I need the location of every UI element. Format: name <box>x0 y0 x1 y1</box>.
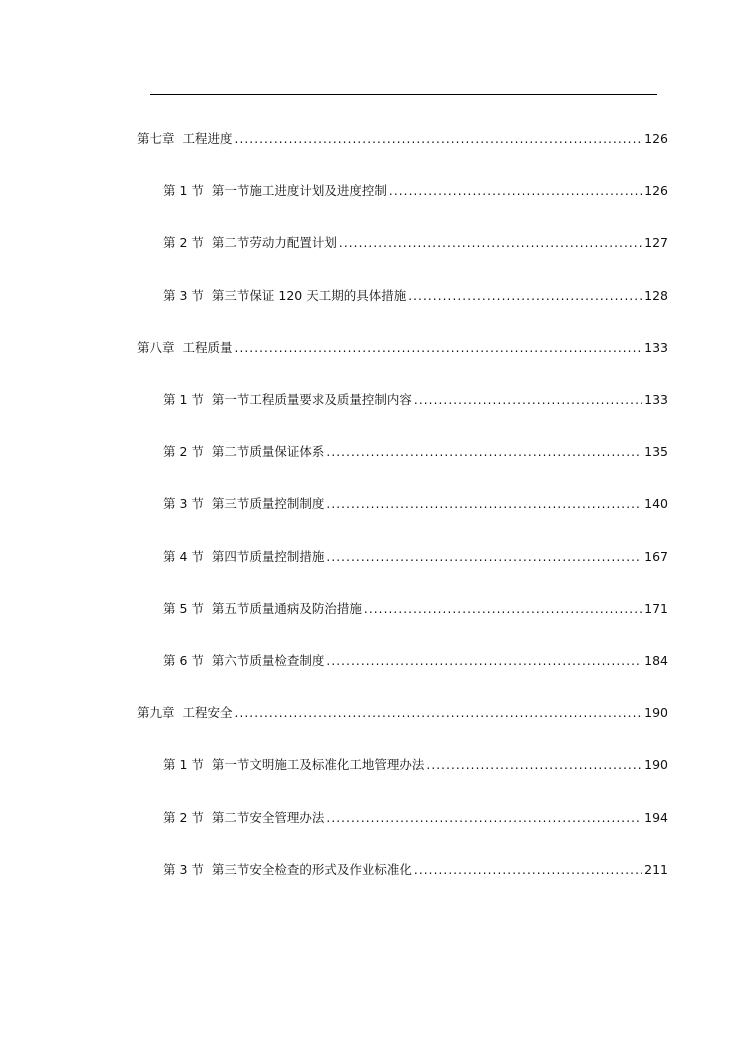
toc-page-number: 190 <box>644 757 668 773</box>
toc-page-number: 135 <box>644 444 668 460</box>
toc-entry-label: 第 3 节 <box>163 861 204 877</box>
toc-entry-title: 第一节工程质量要求及质量控制内容 <box>211 392 412 407</box>
toc-entry-label: 第 5 节 <box>163 600 204 616</box>
toc-section-entry[interactable] <box>163 753 668 777</box>
toc-entry-title: 工程质量 <box>182 339 233 355</box>
toc-entry-heading <box>163 545 324 569</box>
dot-leader <box>326 545 642 569</box>
toc-entry-heading <box>163 440 324 464</box>
toc-section-entry[interactable] <box>163 492 668 516</box>
dot-leader <box>408 284 642 308</box>
toc-entry-heading <box>137 127 233 151</box>
dot-leader <box>326 806 642 830</box>
dot-leader <box>364 597 642 621</box>
toc-entry-title: 工程进度 <box>182 131 233 146</box>
toc-entry-title: 第三节质量控制制度 <box>211 496 325 512</box>
toc-section-entry[interactable] <box>163 388 668 412</box>
toc-page-number: 133 <box>644 392 668 407</box>
dot-leader <box>426 753 642 777</box>
toc-entry-label: 第 1 节 <box>163 392 204 407</box>
toc-section-entry[interactable] <box>163 858 668 882</box>
dot-leader <box>389 179 642 203</box>
toc-page-number: 140 <box>644 496 668 512</box>
toc-entry-heading <box>163 858 412 882</box>
dot-leader <box>414 858 642 882</box>
toc-section-entry[interactable] <box>163 649 668 673</box>
toc-entry-label: 第 6 节 <box>163 653 204 668</box>
toc-page-number: 126 <box>644 131 668 146</box>
toc-entry-heading <box>163 753 424 777</box>
toc-entry-title: 第二节劳动力配置计划 <box>211 235 337 251</box>
toc-entry-label: 第 4 节 <box>163 548 204 564</box>
toc-chapter-entry[interactable] <box>137 701 668 725</box>
toc-entry-title: 第一节文明施工及标准化工地管理办法 <box>211 757 425 773</box>
toc-entry-heading <box>163 231 337 255</box>
dot-leader <box>326 492 642 516</box>
toc-page-number: 190 <box>644 705 668 721</box>
toc-entry-label: 第 2 节 <box>163 444 204 460</box>
dot-leader <box>235 336 643 360</box>
toc-page-number: 184 <box>644 653 668 668</box>
toc-section-entry[interactable] <box>163 597 668 621</box>
toc-entry-label: 第七章 <box>137 131 175 146</box>
toc-section-entry[interactable] <box>163 545 668 569</box>
toc-entry-title: 第二节质量保证体系 <box>211 444 325 460</box>
toc-entry-heading <box>163 388 412 412</box>
toc-entry-label: 第九章 <box>137 705 175 721</box>
toc-entry-heading <box>163 284 406 308</box>
toc-entry-label: 第 2 节 <box>163 235 204 251</box>
toc-page-number: 171 <box>644 600 668 616</box>
dot-leader <box>326 440 642 464</box>
toc-entry-label: 第八章 <box>137 339 175 355</box>
toc-section-entry[interactable] <box>163 231 668 255</box>
toc-entry-heading <box>163 649 324 673</box>
toc-entry-title: 第六节质量检查制度 <box>211 653 325 668</box>
toc-entry-title: 第四节质量控制措施 <box>211 548 325 564</box>
toc-page-number: 128 <box>644 287 668 303</box>
toc-entry-label: 第 1 节 <box>163 183 204 199</box>
toc-entry-heading <box>137 336 233 360</box>
toc-section-entry[interactable] <box>163 440 668 464</box>
toc-page-number: 167 <box>644 548 668 564</box>
toc-entry-heading <box>163 806 324 830</box>
toc-entry-heading <box>163 597 362 621</box>
toc-section-entry[interactable] <box>163 179 668 203</box>
toc-entry-label: 第 1 节 <box>163 757 204 773</box>
toc-entry-label: 第 2 节 <box>163 809 204 825</box>
toc-entry-heading <box>137 701 233 725</box>
toc-page-number: 133 <box>644 339 668 355</box>
header-rule <box>150 94 657 95</box>
toc-entry-label: 第 3 节 <box>163 287 204 303</box>
toc-entry-heading <box>163 492 324 516</box>
dot-leader <box>326 649 642 673</box>
toc-entry-title: 第三节安全检查的形式及作业标准化 <box>211 861 412 877</box>
dot-leader <box>414 388 642 412</box>
toc-entry-title: 工程安全 <box>182 705 233 721</box>
toc-section-entry[interactable] <box>163 806 668 830</box>
toc-entry-title: 第三节保证 120 天工期的具体措施 <box>211 287 407 303</box>
toc-page-number: 211 <box>644 861 668 877</box>
toc-section-entry[interactable] <box>163 284 668 308</box>
dot-leader <box>339 231 642 255</box>
toc-page-number: 126 <box>644 183 668 199</box>
toc-page-number: 127 <box>644 235 668 251</box>
toc-chapter-entry[interactable] <box>137 127 668 151</box>
dot-leader <box>235 701 643 725</box>
toc-chapter-entry[interactable] <box>137 336 668 360</box>
toc-page-number: 194 <box>644 809 668 825</box>
dot-leader <box>235 127 643 151</box>
toc-entry-heading <box>163 179 387 203</box>
toc-entry-title: 第一节施工进度计划及进度控制 <box>211 183 387 199</box>
toc-entry-title: 第二节安全管理办法 <box>211 809 325 825</box>
toc-entry-title: 第五节质量通病及防治措施 <box>211 600 362 616</box>
toc-entry-label: 第 3 节 <box>163 496 204 512</box>
